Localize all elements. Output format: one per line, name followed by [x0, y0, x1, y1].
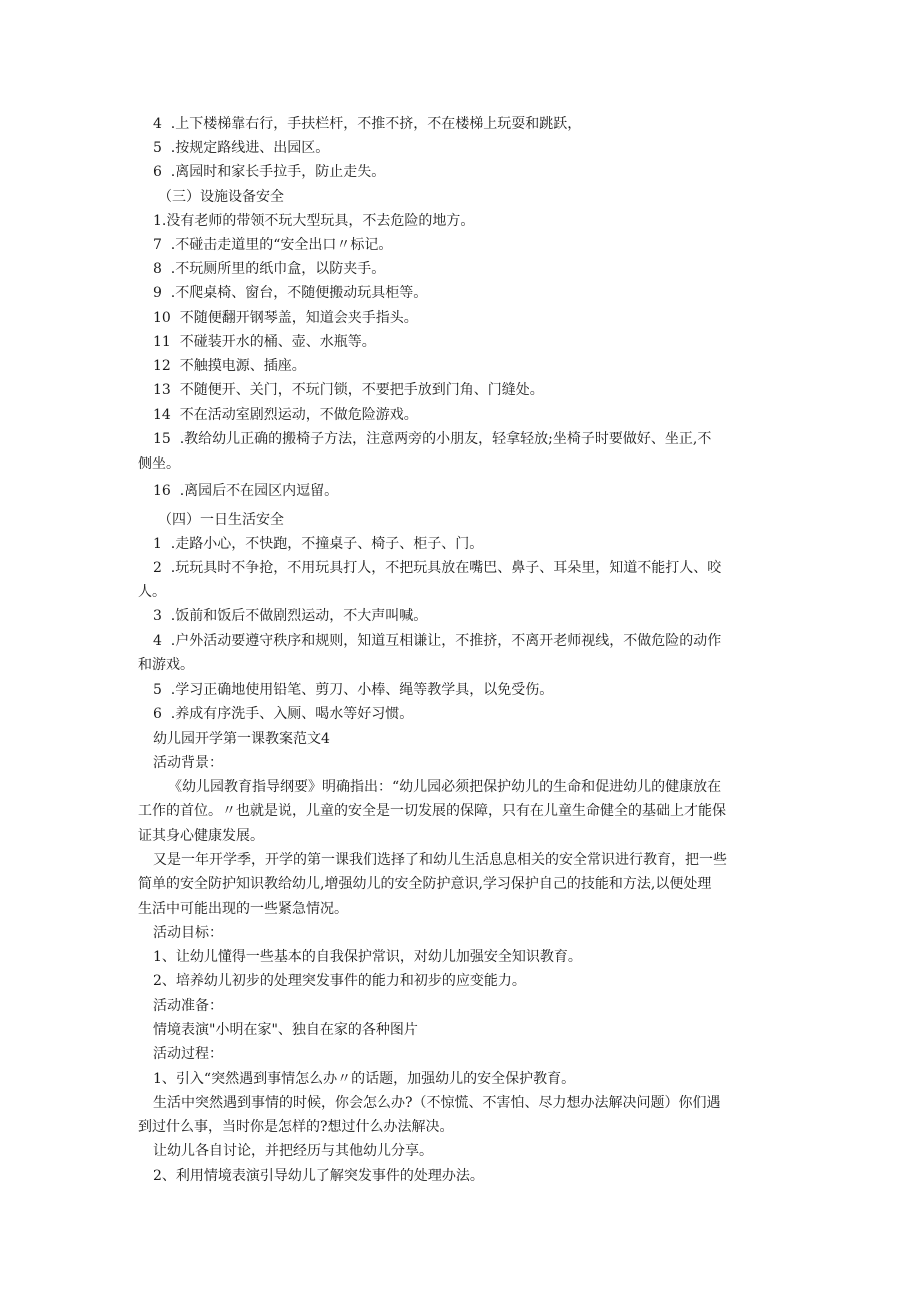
text-line: 1 .走路小心，不快跑，不撞桌子、椅子、柜子、门。	[153, 536, 484, 552]
text-line: 8 .不玩厕所里的纸巾盒，以防夹手。	[153, 261, 386, 277]
text-line: 和游戏。	[138, 657, 194, 673]
text-line: 16 .离园后不在园区内逗留。	[153, 483, 339, 499]
text-line: 12 不触摸电源、插座。	[153, 358, 306, 374]
section-heading: （三）设施设备安全	[158, 189, 284, 205]
text-line: 活动过程：	[153, 1046, 223, 1062]
text-line: 3 .饭前和饭后不做剧烈运动，不大声叫喊。	[153, 608, 428, 624]
text-line: 生活中可能出现的一些紧急情况。	[138, 901, 348, 917]
text-line: 让幼儿各自讨论，并把经历与其他幼儿分享。	[153, 1143, 433, 1159]
section-heading: （四）一日生活安全	[158, 512, 284, 528]
text-line: 活动背景：	[153, 755, 223, 771]
text-line: 人。	[138, 584, 166, 600]
text-line: 简单的安全防护知识教给幼儿,增强幼儿的安全防护意识,学习保护自己的技能和方法,以便处理	[138, 876, 712, 892]
text-line: 证其身心健康发展。	[138, 828, 264, 844]
text-line: 2、利用情境表演引导幼儿了解突发事件的处理办法。	[153, 1168, 484, 1184]
text-line: 1.没有老师的带领不玩大型玩具，不去危险的地方。	[153, 213, 475, 229]
text-line: 又是一年开学季，开学的第一课我们选择了和幼儿生活息息相关的安全常识进行教育，把一些	[153, 852, 727, 868]
text-line: 工作的首位。〃也就是说，儿童的安全是一切发展的保障，只有在儿童生命健全的基础上才能保	[138, 803, 726, 819]
text-line: 14 不在活动室剧烈运动，不做危险游戏。	[153, 407, 418, 423]
text-line: 11 不碰装开水的桶、壶、水瓶等。	[153, 334, 376, 350]
text-line: 活动准备：	[153, 998, 223, 1014]
text-line: 5 .按规定路线进、出园区。	[153, 140, 330, 156]
text-line: 1、引入“突然遇到事情怎么办〃的话题，加强幼儿的安全保护教育。	[153, 1071, 576, 1087]
text-line: 6 .离园时和家长手拉手，防止走失。	[153, 164, 386, 180]
text-line: 情境表演"小明在家"、独自在家的各种图片	[153, 1022, 418, 1038]
text-line: 2、培养幼儿初步的处理突发事件的能力和初步的应变能力。	[153, 973, 526, 989]
text-line: 2 .玩玩具时不争抢，不用玩具打人，不把玩具放在嘴巴、鼻子、耳朵里，知道不能打人、咬	[153, 560, 722, 576]
text-line: 侧坐。	[138, 456, 180, 472]
text-line: 到过什么事，当时你是怎样的?想过什么办法解决。	[138, 1119, 454, 1135]
text-line: 9 .不爬桌椅、窗台，不随便搬动玩具柜等。	[153, 285, 428, 301]
text-line: 10 不随便翻开钢琴盖，知道会夹手指头。	[153, 310, 418, 326]
text-line: 4 .户外活动要遵守秩序和规则，知道互相谦让，不推挤，不离开老师视线，不做危险的动作	[153, 633, 722, 649]
text-line: 《幼儿园教育指导纲要》明确指出：“幼儿园必须把保护幼儿的生命和促进幼儿的健康放在	[168, 779, 722, 795]
text-line: 4 .上下楼梯靠右行，手扶栏杆，不推不挤，不在楼梯上玩耍和跳跃，	[153, 116, 582, 132]
text-line: 6 .养成有序洗手、入厕、喝水等好习惯。	[153, 706, 414, 722]
text-line: 活动目标：	[153, 925, 223, 941]
text-line: 生活中突然遇到事情的时候，你会怎么办?（不惊慌、不害怕、尽力想办法解决问题）你们遇	[153, 1095, 721, 1111]
text-line: 7 .不碰击走道里的“安全出口〃标记。	[153, 237, 393, 253]
text-line: 13 不随便开、关门，不玩门锁，不要把手放到门角、门缝处。	[153, 382, 544, 398]
text-line: 15 .教给幼儿正确的搬椅子方法，注意两旁的小朋友，轻拿轻放;坐椅子时要做好、坐正,不	[153, 431, 712, 447]
text-line: 1、让幼儿懂得一些基本的自我保护常识，对幼儿加强安全知识教育。	[153, 949, 582, 965]
text-line: 5 .学习正确地使用铅笔、剪刀、小棒、绳等教学具，以免受伤。	[153, 682, 554, 698]
document-title: 幼儿园开学第一课教案范文4	[153, 731, 330, 747]
